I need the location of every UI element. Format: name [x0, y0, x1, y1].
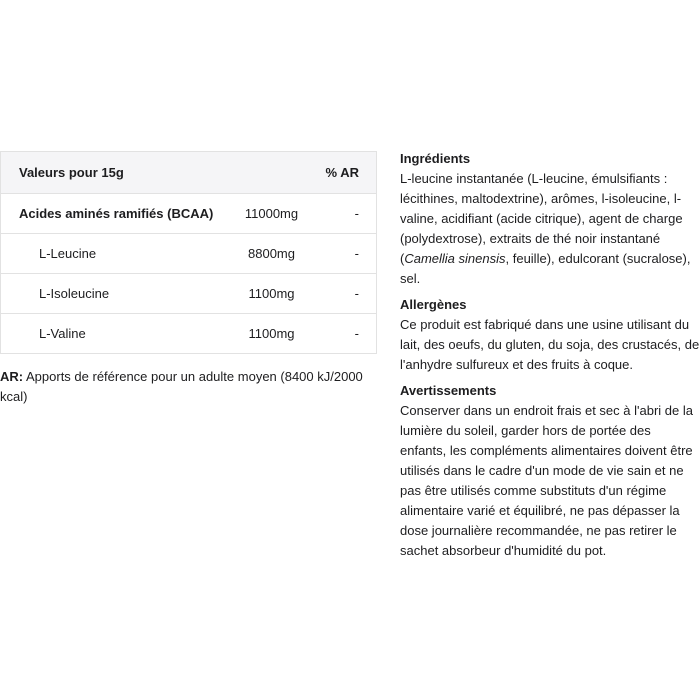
warnings-text: Conserver dans un endroit frais et sec à l'abri de la lumière du soleil, garder hors de portée des enfants, les compléments alimentaires doivent être utilisés dans le cadre d'un mode de vie sain et ne pas être utilisés comme substituts d'un régime alimentaire varié et équilibré, ne pas dépasser la dose journalière recommandée, ne pas retirer le sachet absorbeur d'humidité du pot. — [400, 403, 693, 558]
header-value-empty — [227, 152, 317, 194]
ingredients-text — [400, 169, 700, 289]
table-row-bcaa — [1, 194, 377, 234]
row-name: L-Valine — [1, 314, 227, 354]
row-ar: - — [317, 234, 377, 274]
product-info-panel — [400, 149, 700, 567]
ingredients-title: Ingrédients — [400, 151, 471, 166]
row-value: 1100mg — [227, 314, 317, 354]
header-serving-label: Valeurs pour 15g — [1, 152, 227, 194]
footnote-text: Apports de référence pour un adulte moyen (8400 kJ/2000 kcal) — [0, 369, 363, 404]
row-name: Acides aminés ramifiés (BCAA) — [1, 194, 227, 234]
row-name: L-Leucine — [1, 234, 227, 274]
reference-footnote — [0, 367, 365, 407]
allergens-text: Ce produit est fabriqué dans une usine utilisant du lait, des oeufs, du gluten, du soja, des crustacés, de l'anhydre sulfureux et des fruits à coque. — [400, 317, 700, 372]
nutrition-table-header — [1, 152, 377, 194]
row-name: L-Isoleucine — [1, 274, 227, 314]
footnote-label: AR: — [0, 369, 24, 384]
row-ar: - — [317, 194, 377, 234]
header-ar-label: % AR — [317, 152, 377, 194]
row-ar: - — [317, 314, 377, 354]
row-ar: - — [317, 274, 377, 314]
ingredients-text-part1: L-leucine instantanée (L-leucine, émulsifiants : lécithines, maltodextrine), arômes, l-isoleucine, l-valine, acidifiant (acide citrique), agent de charge (polydextrose), extraits de thé noir instantané ( — [400, 171, 683, 266]
ingredients-latin-name: Camellia sinensis — [404, 251, 506, 266]
table-row-leucine — [1, 234, 377, 274]
row-value: 8800mg — [227, 234, 317, 274]
nutrition-panel — [0, 151, 377, 407]
row-value: 11000mg — [227, 194, 317, 234]
allergens-title: Allergènes — [400, 297, 467, 312]
table-row-valine — [1, 314, 377, 354]
ingredients-text-part2: , feuille), edulcorant (sucralose), sel. — [400, 251, 691, 286]
nutrition-table — [0, 151, 377, 354]
table-row-isoleucine — [1, 274, 377, 314]
warnings-title: Avertissements — [400, 383, 497, 398]
row-value: 1100mg — [227, 274, 317, 314]
